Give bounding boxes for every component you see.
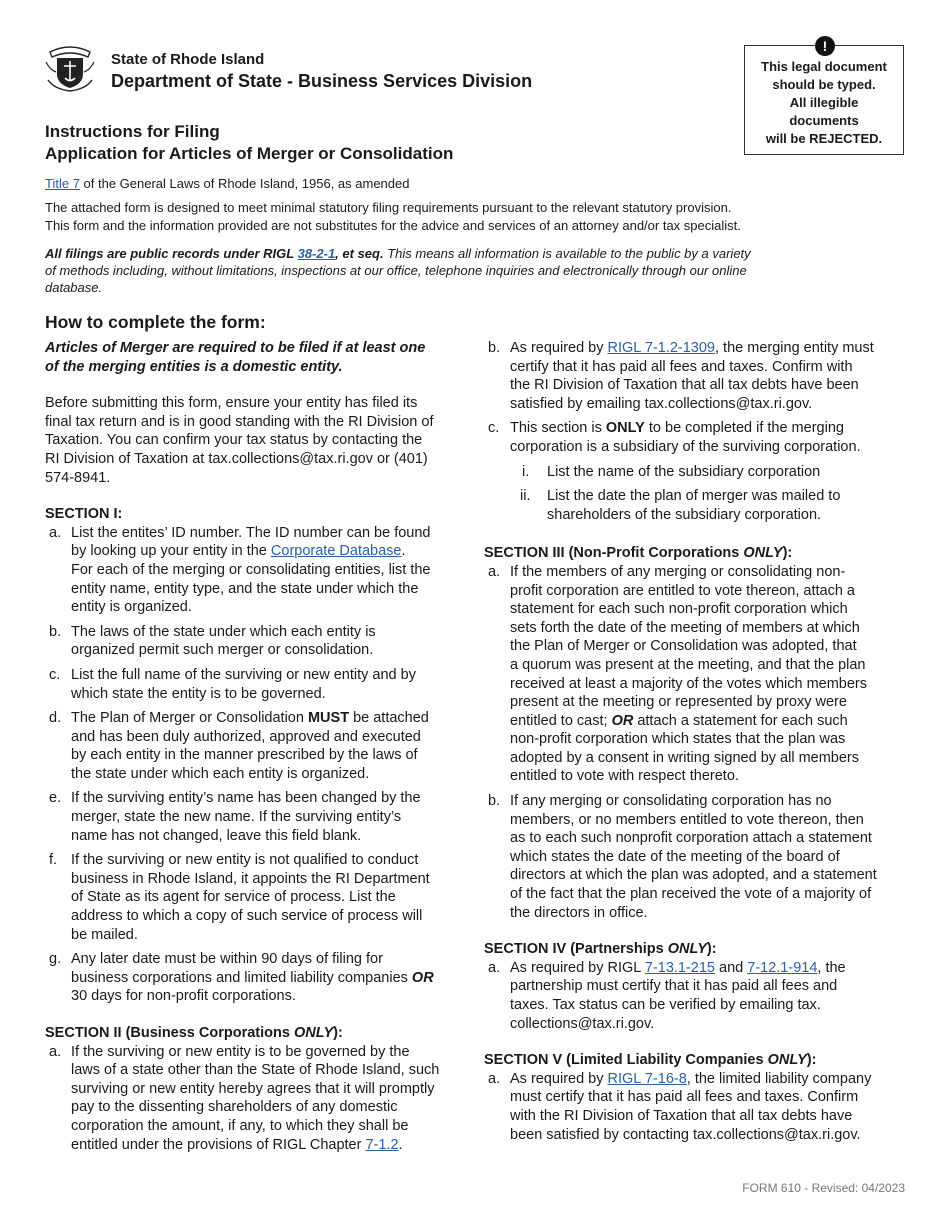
list-item: e. If the surviving entity’s name has been changed by the merger, state the new name. If the surviving entity’s name has not changed, leave this field blank. <box>49 790 421 844</box>
list-item: a. As required by RIGL 7-13.1-215 and 7-12.1-914, the partnership must certify that it has paid all fees and taxes. Tax status can be verified by emailing tax. collections@tax.ri.gov. <box>488 959 846 1032</box>
list-item: ii. List the date the plan of merger was mailed to shareholders of the subsidiary corporation. <box>520 488 841 523</box>
section-2-heading: SECTION II (Business Corporations ONLY): <box>45 1025 343 1041</box>
corporate-database-link[interactable]: Corporate Database <box>270 543 402 560</box>
list-item: d. The Plan of Merger or Consolidation MUST be attached and has been duly authorized, approved and executed by each entity in the manner prescribed by the laws of the state under which each entity is organized. <box>49 710 429 782</box>
state-name: State of Rhode Island <box>111 51 265 68</box>
rigl-38-2-1-link[interactable]: 38-2-1 <box>297 246 336 261</box>
section-2-continued-list <box>484 339 909 457</box>
list-item: f. If the surviving or new entity is not qualified to conduct business in Rhode Island, it appoints the RI Department of State as its agent for service of process. List the address to which a copy of such service of process will be mailed. <box>49 852 430 943</box>
list-item: a. List the entites’ ID number. The ID number can be found by looking up your entity in the Corporate Database. For each of the merging or consolidating entities, list the entity name, entity type, and the state under which the entity is organized. <box>49 524 431 616</box>
list-item: a. If the surviving or new entity is to be governed by the laws of a state other than the State of Rhode Island, such surviving or new entity hereby agrees that it will promptly pay to the dissenting shareholders of any domestic corporation the amount, if any, to which they shall be entitled under the provisions of RIGL Chapter 7-1.2. <box>49 1043 440 1153</box>
list-item: b. If any merging or consolidating corporation has no members, or no members entitled to vote thereon, then as to each such nonprofit corporation attach a statement which states the date of the meeting of the board of directors at which the plan was adopted, and a statement of the fact that the plan received the vote of a majority of the directors in office. <box>488 793 877 921</box>
domestic-entity-lead: Articles of Merger are required to be filed if at least one of the merging entities is a domestic entity. <box>45 340 426 375</box>
notice-line: documents <box>789 113 859 128</box>
notice-line: will be REJECTED. <box>765 131 883 146</box>
title-reference: Title 7 of the General Laws of Rhode Island, 1956, as amended <box>45 176 410 191</box>
section-3-list <box>484 563 909 922</box>
rigl-7-16-8-link[interactable]: RIGL 7-16-8 <box>607 1070 687 1087</box>
list-item: b. The laws of the state under which each entity is organized permit such merger or consolidation. <box>49 623 376 659</box>
left-column <box>45 339 470 1154</box>
list-item: a. As required by RIGL 7-16-8, the limited liability company must certify that it has paid all fees and taxes. Confirm with the RI Division of Taxation that all tax debts have been satisfied by contacting tax.collections@tax.ri.gov. <box>488 1070 872 1143</box>
intro-paragraph: The attached form is designed to meet minimal statutory filing requirements pursuant to the relevant statutory provision. This form and the information provided are not substitutes for the advice and services of an attorney and/or tax specialist. <box>45 200 741 233</box>
notice-line: should be typed. <box>772 77 876 92</box>
exclamation-icon: ! <box>815 36 835 56</box>
how-to-heading: How to complete the form: <box>45 312 266 332</box>
department-name: Department of State - Business Services Division <box>111 71 533 91</box>
section-4-heading: SECTION IV (Partnerships ONLY): <box>484 941 717 958</box>
section-1-heading: SECTION I: <box>45 506 123 523</box>
state-seal-icon <box>44 42 96 92</box>
page-subtitle: Application for Articles of Merger or Consolidation <box>45 144 454 163</box>
title-7-link[interactable]: Title 7 <box>45 176 80 191</box>
list-item: g. Any later date must be within 90 days of filing for business corporations and limited liability companies OR 30 days for non-profit corporations. <box>49 951 434 1005</box>
rigl-7-1-2-1309-link[interactable]: RIGL 7-1.2-1309 <box>607 340 715 356</box>
section-5-list <box>484 1070 909 1144</box>
rigl-7-1-2-link[interactable]: 7-1.2 <box>365 1136 399 1153</box>
list-item: b. As required by RIGL 7-1.2-1309, the merging entity must certify that it has paid all fees and taxes. Confirm with the RI Division of Taxation that all tax debts have been satisfied by emailing tax.collections@tax.ri.gov. <box>488 340 874 412</box>
list-item: i. List the name of the subsidiary corporation <box>522 463 821 480</box>
list-item: c. This section is ONLY to be completed if the merging corporation is a subsidiary of the surviving corporation. <box>488 420 861 455</box>
section-3-heading: SECTION III (Non-Profit Corporations ONLY): <box>484 545 793 562</box>
list-item: a. If the members of any merging or consolidating non- profit corporation are entitled to vote thereon, attach a statement for each such non-profit corporation which sets forth the date of the meeting of members at which the Plan of Merger or Consolidation was adopted, that a quorum was present at the meeting, and that the plan received at least a majority of the votes which members present at the meeting or represented by proxy were entitled to cast; OR attach a statement for each such non-profit corporation which states that the plan was adopted by a consent in writing signed by all members entitled to vote with respect thereto. <box>488 563 868 785</box>
notice-line: This legal document <box>761 59 887 74</box>
right-column <box>484 339 909 1144</box>
notice-line: All illegible <box>789 95 859 110</box>
section-5-heading: SECTION V (Limited Liability Companies ONLY): <box>484 1052 817 1069</box>
page-title: Instructions for Filing <box>45 122 220 141</box>
tax-status-paragraph: Before submitting this form, ensure your entity has filed its final tax return and is in good standing with the RI Division of Taxation. You can confirm your tax status by contacting the RI Division of Taxation at tax.collections@tax.ri.gov or (401) 574-8941. <box>45 395 434 486</box>
section-4-list <box>484 959 909 1033</box>
section-2-list <box>45 1043 470 1155</box>
rigl-7-12-1-914-link[interactable]: 7-12.1-914 <box>747 959 818 976</box>
public-records-notice: All filings are public records under RIGL 38-2-1, et seq. This means all information is available to the public by a variety of methods including, without limitations, inspections at our office, telephone inquiries and electronically through our online database. <box>45 246 751 295</box>
typed-notice-box <box>744 38 904 155</box>
section-1-list <box>45 524 470 1006</box>
list-item: c. List the full name of the surviving or new entity and by which state the entity is to be governed. <box>49 666 416 702</box>
rigl-7-13-1-215-link[interactable]: 7-13.1-215 <box>644 959 715 976</box>
form-revision-footer: FORM 610 - Revised: 04/2023 <box>742 1181 905 1195</box>
